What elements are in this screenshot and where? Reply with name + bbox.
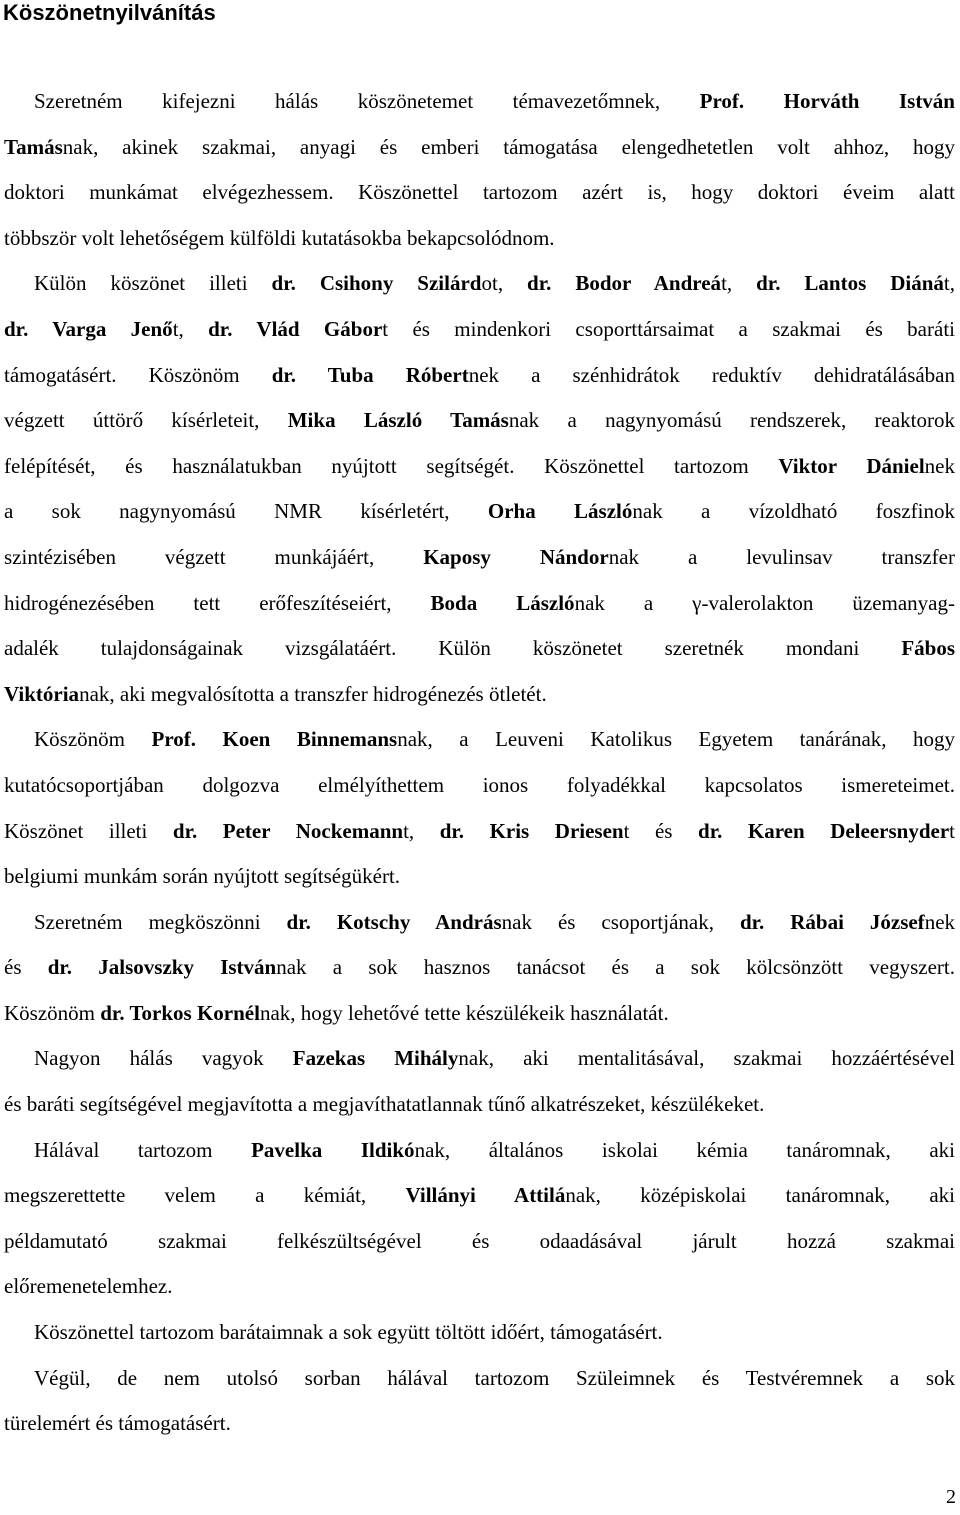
text-span: ot,: [481, 271, 528, 296]
text-line: [4, 809, 955, 855]
bold-name-span: Viktor Dániel: [778, 453, 925, 478]
text-span: Nagyon hálás vagyok: [34, 1046, 293, 1071]
text-span: és baráti segítségével megjavította a megjavíthatatlannak tűnő alkatrészeket, készülékeket.: [4, 1092, 765, 1117]
text-line: [4, 945, 955, 991]
acknowledgement-text: [4, 79, 955, 1447]
bold-name-span: dr. Karen Deleersnyder: [698, 818, 950, 843]
text-span: t,: [172, 316, 209, 341]
text-span: nak a nagynyomású rendszerek, reaktorok: [508, 408, 955, 433]
text-line: [4, 900, 955, 946]
bold-name-span: dr. Csihony Szilárd: [271, 271, 482, 296]
text-span: Köszönettel tartozom barátaimnak a sok együtt töltött időért, támogatásért.: [34, 1320, 663, 1345]
text-span: t,: [943, 271, 955, 296]
bold-name-span: dr. Tuba Róbert: [271, 362, 469, 387]
text-span: nak és csoportjának,: [501, 909, 740, 934]
text-span: szintézisében végzett munkájáért,: [4, 544, 424, 569]
text-line: [4, 1356, 955, 1402]
text-span: nek: [924, 453, 955, 478]
text-span: t,: [721, 271, 757, 296]
bold-name-span: dr. Varga Jenő: [4, 316, 173, 341]
text-line: [4, 1173, 955, 1219]
text-line: [4, 854, 955, 900]
bold-name-span: Mika László Tamás: [287, 408, 509, 433]
text-span: és: [4, 955, 48, 980]
text-span: türelemért és támogatásért.: [4, 1411, 231, 1436]
text-line: [4, 1036, 955, 1082]
bold-name-span: Prof. Koen Binnemans: [151, 727, 398, 752]
text-span: nak, középiskolai tanáromnak, aki: [565, 1183, 955, 1208]
text-span: Köszönöm: [4, 1000, 101, 1025]
text-line: [4, 398, 955, 444]
bold-name-span: Viktória: [4, 681, 80, 706]
text-span: nak a levulinsav transzfer: [608, 544, 955, 569]
bold-name-span: Tamás: [4, 134, 63, 159]
bold-name-span: dr. Kotschy András: [286, 909, 502, 934]
text-span: nak a vízoldható foszfinok: [632, 499, 955, 524]
page-title: Köszönetnyilvánítás: [3, 0, 216, 25]
bold-name-span: Orha László: [487, 499, 633, 524]
bold-name-span: dr. Jalsovszky István: [47, 955, 277, 980]
text-span: doktori munkámat elvégezhessem. Köszönettel tartozom azért is, hogy doktori éveim alatt: [4, 180, 955, 205]
text-line: [4, 717, 955, 763]
text-span: nak, aki mentalitásával, szakmai hozzáértésével: [458, 1046, 955, 1071]
text-line: [4, 1264, 955, 1310]
bold-name-span: dr. Vlád Gábor: [208, 316, 383, 341]
bold-name-span: dr. Torkos Kornél: [100, 1000, 260, 1025]
text-span: Külön köszönet illeti: [34, 271, 272, 296]
text-span: Szeretném megköszönni: [34, 909, 287, 934]
text-span: Köszönet illeti: [4, 818, 173, 843]
text-span: belgiumi munkám során nyújtott segítségükért.: [4, 864, 401, 889]
bold-name-span: Fazekas Mihály: [292, 1046, 459, 1071]
bold-name-span: dr. Kris Driesen: [439, 818, 624, 843]
text-span: nak, a Leuveni Katolikus Egyetem tanárának, hogy: [397, 727, 956, 752]
text-span: nek: [924, 909, 956, 934]
text-line: [4, 353, 955, 399]
text-span: t és mindenkori csoporttársaimat a szakmai és baráti: [382, 316, 955, 341]
bold-name-span: dr. Bodor Andreá: [527, 271, 722, 296]
bold-name-span: dr. Rábai József: [739, 909, 925, 934]
text-line: [4, 1082, 955, 1128]
text-span: megszerettette velem a kémiát,: [4, 1183, 406, 1208]
text-line: [4, 535, 955, 581]
text-span: kutatócsoportjában dolgozva elmélyíthettem ionos folyadékkal kapcsolatos ismereteimet.: [4, 772, 955, 797]
text-span: t,: [403, 818, 440, 843]
text-span: Szeretném kifejezni hálás köszönetemet témavezetőmnek,: [34, 89, 700, 113]
text-span: a sok nagynyomású NMR kísérletért,: [4, 499, 488, 524]
text-span: nek a szénhidrátok reduktív dehidratálásában: [468, 362, 956, 387]
bold-name-span: dr. Peter Nockemann: [172, 818, 404, 843]
text-span: támogatásért. Köszönöm: [4, 362, 272, 387]
text-line: [4, 170, 955, 216]
text-span: többször volt lehetőségem külföldi kutatásokba bekapcsolódnom.: [4, 225, 555, 250]
page-number: 2: [946, 1486, 956, 1508]
text-line: [4, 216, 955, 262]
text-span: Hálával tartozom: [34, 1137, 252, 1162]
bold-name-span: Kaposy Nándor: [423, 544, 609, 569]
text-line: [4, 991, 955, 1037]
text-span: példamutató szakmai felkészültségével és odaadásával járult hozzá szakmai: [4, 1228, 955, 1253]
text-line: [4, 79, 955, 125]
text-span: Köszönöm: [34, 727, 152, 752]
bold-name-span: dr. Lantos Diáná: [756, 271, 944, 296]
bold-name-span: Villányi Attilá: [405, 1183, 566, 1208]
text-span: nak, hogy lehetővé tette készülékeik használatát.: [259, 1000, 669, 1025]
text-span: előremenetelemhez.: [4, 1274, 173, 1299]
text-line: [4, 1310, 955, 1356]
text-line: [4, 626, 955, 672]
text-span: végzett úttörő kísérleteit,: [4, 408, 288, 433]
text-line: [4, 489, 955, 535]
bold-name-span: Fábos: [901, 636, 955, 661]
text-span: nak, akinek szakmai, anyagi és emberi támogatása elengedhetetlen volt ahhoz, hogy: [62, 134, 955, 159]
text-line: [4, 444, 955, 490]
text-line: [4, 261, 955, 307]
text-line: [4, 1128, 955, 1174]
bold-name-span: Boda László: [430, 590, 575, 615]
text-line: [4, 1219, 955, 1265]
text-span: t: [949, 818, 955, 843]
text-line: [4, 672, 955, 718]
text-line: [4, 1401, 955, 1447]
text-span: Végül, de nem utolsó sorban hálával tartozom Szüleimnek és Testvéremnek a sok: [34, 1365, 955, 1390]
text-span: nak, aki megvalósította a transzfer hidrogénezés ötletét.: [79, 681, 547, 706]
text-span: nak, általános iskolai kémia tanáromnak, aki: [414, 1137, 956, 1162]
text-span: t és: [623, 818, 699, 843]
bold-name-span: Pavelka Ildikó: [251, 1137, 415, 1162]
text-line: [4, 763, 955, 809]
text-span: nak a sok hasznos tanácsot és a sok kölcsönzött vegyszert.: [276, 955, 955, 980]
text-line: [4, 581, 955, 627]
text-span: nak a γ-valerolakton üzemanyag-: [574, 590, 955, 615]
text-span: adalék tulajdonságainak vizsgálatáért. Külön köszönetet szeretnék mondani: [4, 636, 902, 661]
text-span: felépítését, és használatukban nyújtott segítségét. Köszönettel tartozom: [4, 453, 779, 478]
text-line: [4, 307, 955, 353]
text-line: [4, 125, 955, 171]
bold-name-span: Prof. Horváth István: [699, 89, 955, 113]
text-span: hidrogénezésében tett erőfeszítéseiért,: [4, 590, 431, 615]
